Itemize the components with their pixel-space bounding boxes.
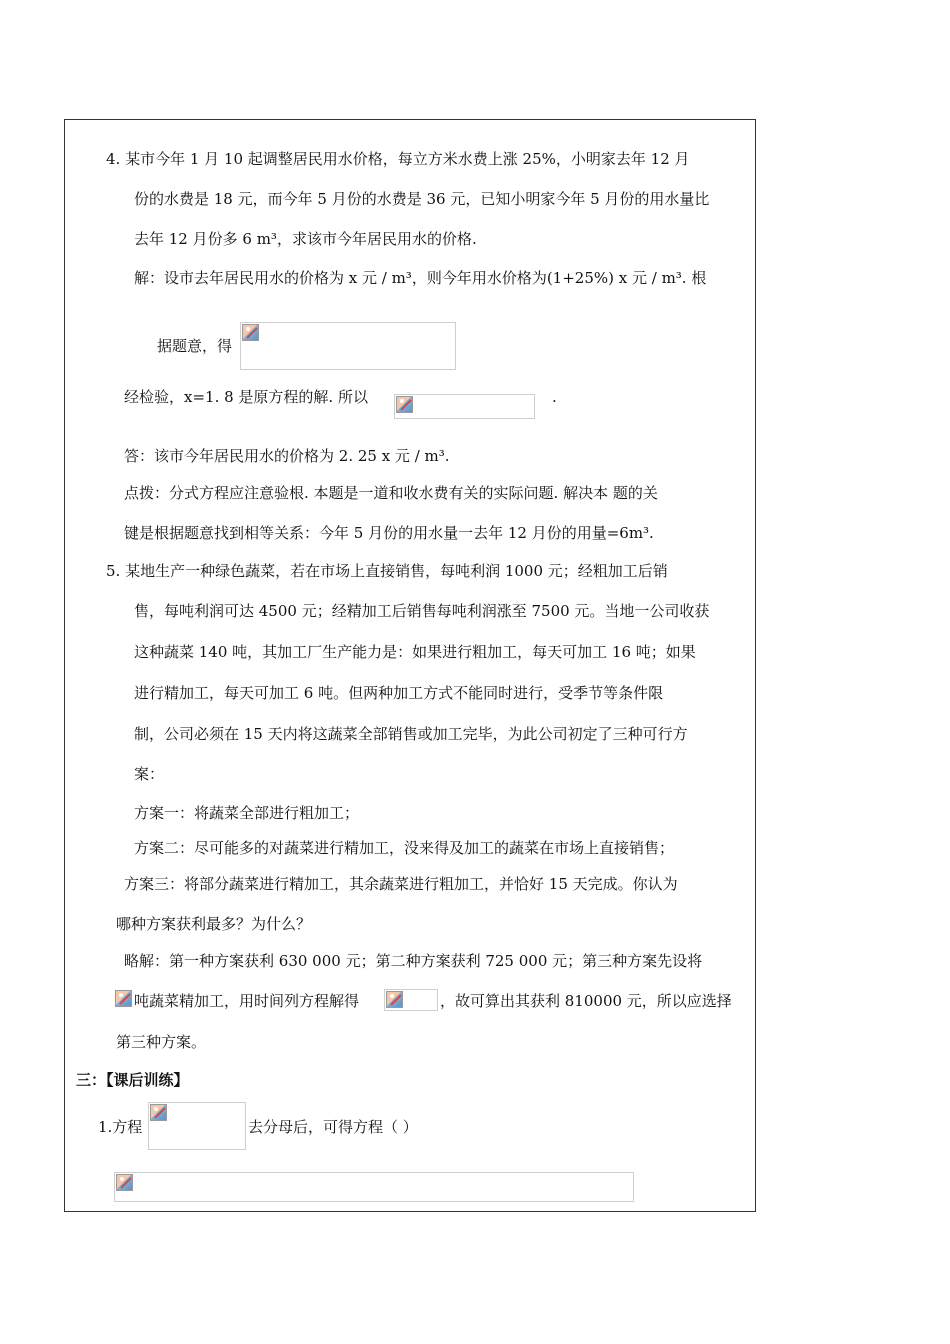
- q5-line-1: 5. 某地生产一种绿色蔬菜，若在市场上直接销售，每吨利润 1000 元；经粗加工后销: [106, 562, 668, 580]
- q4-tip-1: 点拨：分式方程应注意验根. 本题是一道和收水费有关的实际问题. 解决本 题的关: [124, 484, 658, 502]
- q5-solution-1: 略解：第一种方案获利 630 000 元；第二种方案获利 725 000 元；第三种方案先设将: [124, 952, 703, 970]
- broken-image-icon: [386, 991, 403, 1008]
- q4-line-2: 份的水费是 18 元，而今年 5 月份的水费是 36 元，已知小明家今年 5 月份的用水量比: [134, 190, 710, 208]
- equation-image-3: [384, 989, 438, 1011]
- variable-image: [114, 989, 134, 1009]
- section-3-title: 三：【课后训练】: [76, 1071, 189, 1089]
- q5-solution-2b: ，故可算出其获利 810000 元，所以应选择: [440, 992, 732, 1010]
- broken-image-icon: [242, 324, 259, 341]
- q5-line-2: 售，每吨利润可达 4500 元；经精加工后销售每吨利润涨至 7500 元。当地一公司收获: [134, 602, 710, 620]
- exercise-1b: 去分母后，可得方程（ ）: [248, 1118, 418, 1136]
- exercise-1a: 1.方程: [98, 1118, 143, 1136]
- q4-solution-3-period: .: [552, 388, 557, 406]
- equation-image-4: [148, 1102, 246, 1150]
- q5-plan-2: 方案二：尽可能多的对蔬菜进行精加工，没来得及加工的蔬菜在市场上直接销售；: [134, 839, 675, 857]
- q5-solution-3: 第三种方案。: [116, 1033, 207, 1051]
- q5-plan-3b: 哪种方案获利最多？为什么？: [116, 915, 312, 933]
- q4-solution-3: 经检验，x=1. 8 是原方程的解. 所以: [124, 388, 368, 406]
- q5-line-5: 制，公司必须在 15 天内将这蔬菜全部销售或加工完毕，为此公司初定了三种可行方: [134, 725, 688, 743]
- q5-line-4: 进行精加工，每天可加工 6 吨。但两种加工方式不能同时进行，受季节等条件限: [134, 684, 664, 702]
- q5-solution-2a: 吨蔬菜精加工，用时间列方程解得: [134, 992, 360, 1010]
- q5-plan-1: 方案一：将蔬菜全部进行粗加工；: [134, 804, 360, 822]
- broken-image-icon: [116, 1174, 133, 1191]
- broken-image-icon: [115, 990, 132, 1007]
- broken-image-icon: [150, 1104, 167, 1121]
- equation-image-2: [394, 394, 535, 419]
- q5-line-6: 案：: [134, 765, 165, 783]
- q5-plan-3a: 方案三：将部分蔬菜进行精加工，其余蔬菜进行粗加工，并恰好 15 天完成。你认为: [124, 875, 678, 893]
- equation-image-1: [240, 322, 456, 370]
- q4-tip-2: 键是根据题意找到相等关系：今年 5 月份的用水量一去年 12 月份的用量=6m³.: [124, 524, 654, 542]
- options-image: [114, 1172, 634, 1202]
- q4-answer: 答：该市今年居民用水的价格为 2. 25 x 元 / m³.: [124, 447, 450, 465]
- q4-line-3: 去年 12 月份多 6 m³，求该市今年居民用水的价格.: [134, 230, 477, 248]
- q4-solution-1: 解：设市去年居民用水的价格为 x 元 / m³，则今年用水价格为(1+25%) x 元 / m³. 根: [134, 269, 707, 287]
- broken-image-icon: [396, 396, 413, 413]
- q4-line-1: 4. 某市今年 1 月 10 起调整居民用水价格，每立方米水费上涨 25%，小明家去年 12 月: [106, 150, 690, 168]
- q5-line-3: 这种蔬菜 140 吨，其加工厂生产能力是：如果进行粗加工，每天可加工 16 吨；如果: [134, 643, 696, 661]
- q4-solution-2: 据题意，得: [157, 337, 233, 355]
